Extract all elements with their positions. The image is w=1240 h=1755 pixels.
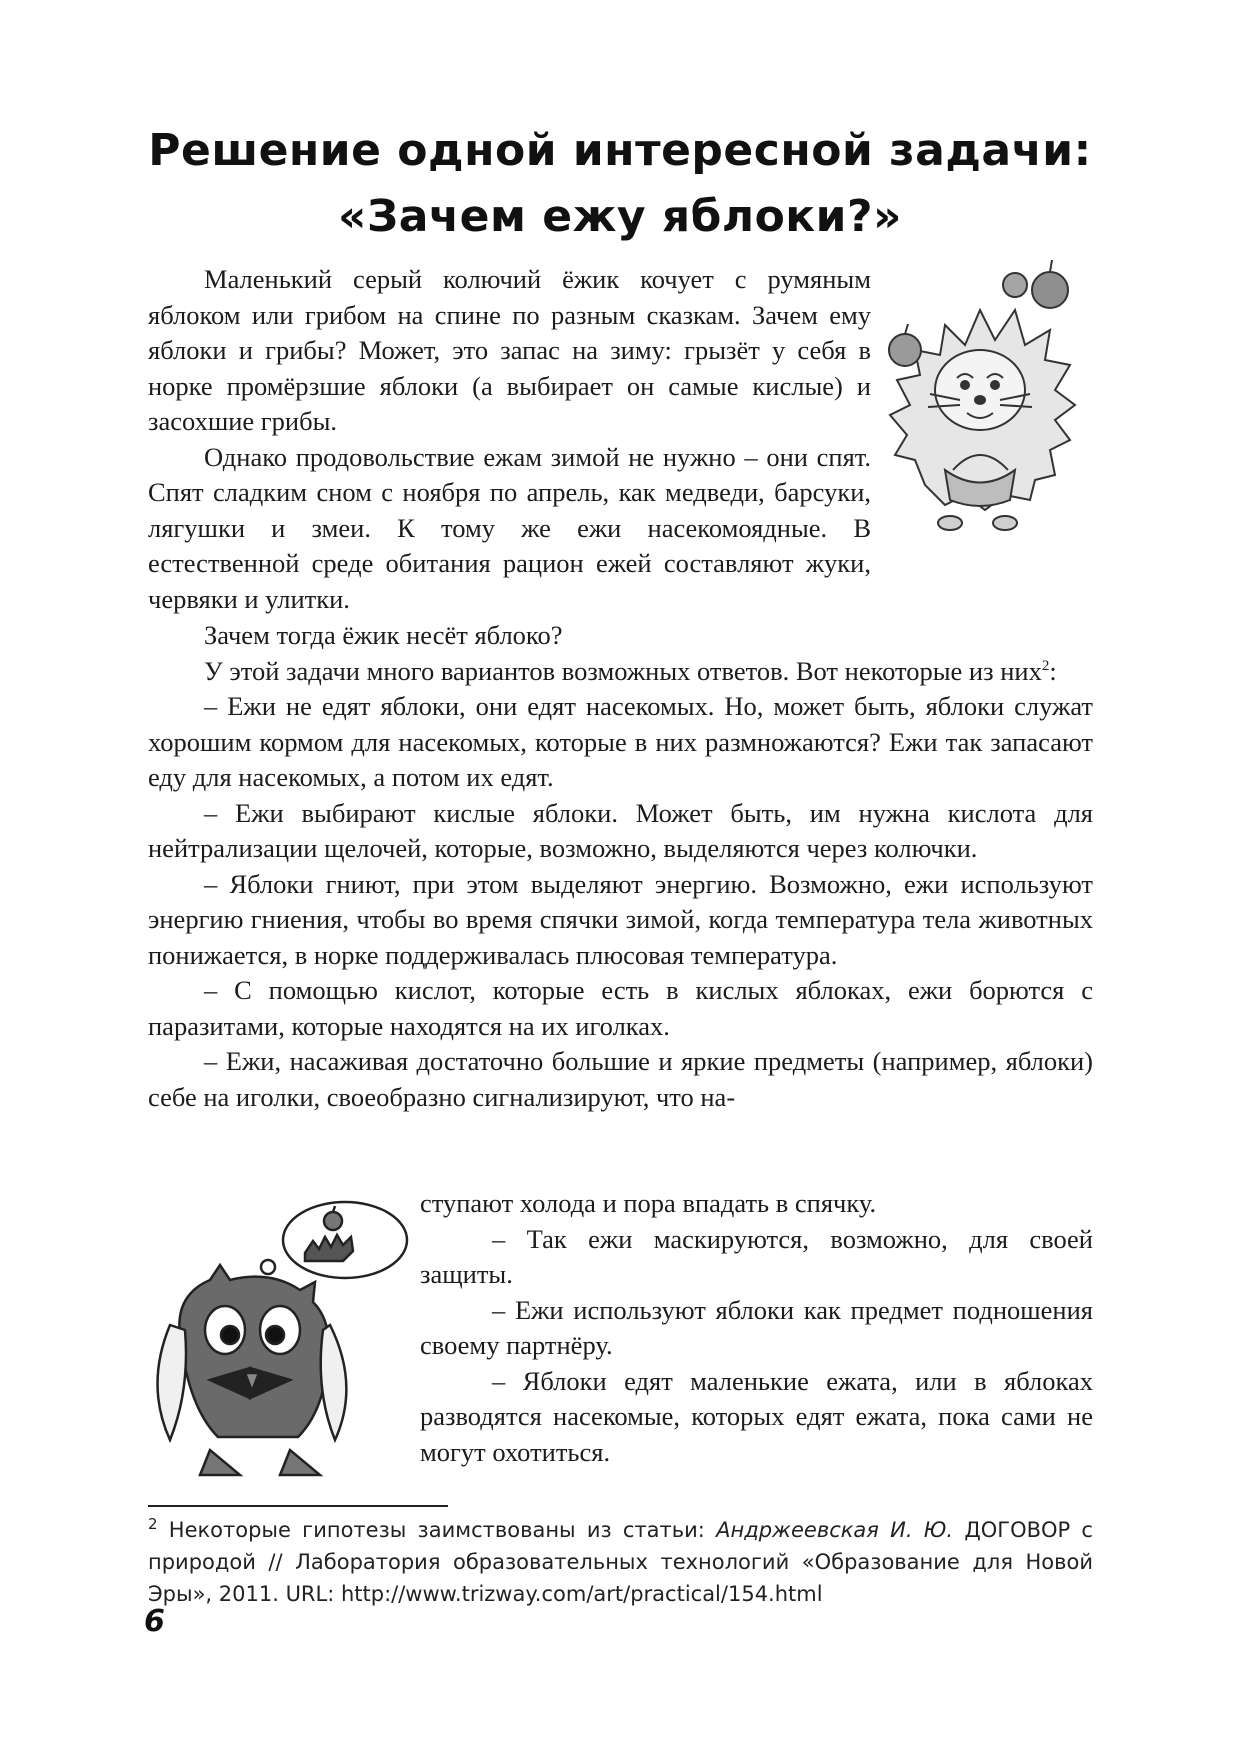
paragraph-answer-2: – Ежи выбирают кислые яблоки. Может быть, им нужна кислота для нейтрализации щелочей, которые, возможно, выделяются через колючки. — [148, 797, 1093, 863]
paragraph-answer-7: – Ежи используют яблоки как предмет подношения своему партнёру. — [420, 1294, 1093, 1360]
footnote-text-before: Некоторые гипотезы заимствованы из статьи: — [168, 1518, 717, 1542]
paragraph-answer-3: – Яблоки гниют, при этом выделяют энергию. Возможно, ежи используют энергию гниения, чтобы во время спячки зимой, когда температура тела животных понижается, в норке поддерживалась плюсовая температура. — [148, 868, 1093, 970]
paragraph-answer-6: – Так ежи маскируются, возможно, для своей защиты. — [420, 1223, 1093, 1289]
owl-dreaming-illustration — [140, 1195, 430, 1495]
paragraph-intro-1: Маленький серый колючий ёжик кочует с румяным яблоком или грибом на спине по разным сказкам. Зачем ему яблоки и грибы? Может, это запас на зиму: грызёт у себя в норке промёрзшие яблоки (а выбирает он самые кислые) и засохшие грибы. — [148, 264, 871, 436]
footnote-divider — [148, 1505, 448, 1507]
paragraph-answer-5-start: – Ежи, насаживая достаточно большие и яркие предметы (например, яблоки) себе на иголки, своеобразно сигнализируют, что на- — [148, 1046, 1093, 1112]
intro-column — [148, 262, 871, 617]
paragraph-answer-5-end: ступают холода и пора впадать в спячку. — [420, 1188, 877, 1218]
footnote-mark: 2 — [148, 1515, 158, 1533]
footnote-reference: 2 — [1041, 657, 1050, 674]
title-line-1: Решение одной интересной задачи: — [148, 125, 1092, 176]
page-title — [140, 118, 1100, 250]
answers-column-right — [420, 1186, 1093, 1470]
answers-intro-end: : — [1049, 655, 1057, 686]
title-line-2: «Зачем ежу яблоки?» — [338, 191, 902, 242]
footnote — [148, 1514, 1093, 1610]
paragraph-question: Зачем тогда ёжик несёт яблоко? — [204, 620, 563, 650]
paragraph-answer-4: – С помощью кислот, которые есть в кислых яблоках, ежи борются с паразитами, которые находятся на их иголках. — [148, 975, 1093, 1041]
footnote-author: Андржеевская И. Ю. — [716, 1518, 954, 1542]
page-number: 6 — [144, 1604, 165, 1639]
paragraph-answers-intro — [148, 654, 1093, 690]
answers-intro-text: У этой задачи много вариантов возможных ответов. Вот некоторые из них — [204, 655, 1042, 686]
paragraph-answer-1: – Ежи не едят яблоки, они едят насекомых. Но, может быть, яблоки служат хорошим кормом для насекомых, которые в них размножаются? Ежи так запасают еду для насекомых, а потом их едят. — [148, 691, 1093, 792]
footnote-text-after: ДОГОВОР с природой // Лаборатория образовательных технологий «Образование для Новой Эры», 2011. URL: http://www.trizway.com/art/practical/154.html — [148, 1518, 1093, 1606]
answers-column — [148, 618, 1093, 1115]
paragraph-intro-2: Однако продовольствие ежам зимой не нужно – они спят. Спят сладким сном с ноября по апрель, как медведи, барсуки, лягушки и змеи. К тому же ежи насекомоядные. В естественной среде обитания рацион ежей составляют жуки, червяки и улитки. — [148, 441, 871, 614]
hedgehog-with-apples-illustration — [885, 255, 1080, 540]
paragraph-answer-8: – Яблоки едят маленькие ежата, или в яблоках разводятся насекомые, которых едят ежата, пока сами не могут охотиться. — [420, 1365, 1093, 1467]
